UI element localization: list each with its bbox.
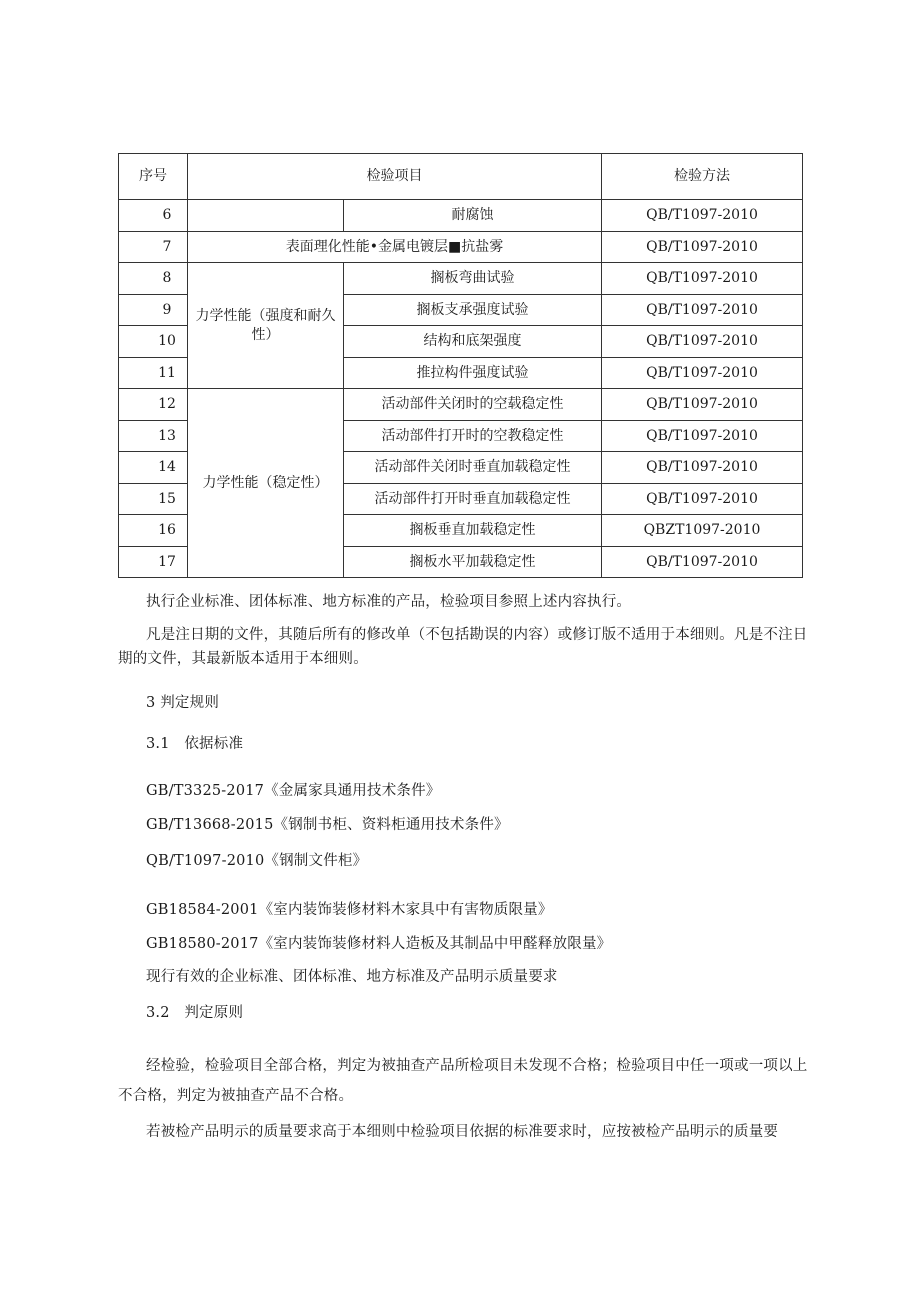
table-header-row <box>119 154 803 200</box>
row-no: 9 <box>119 294 188 326</box>
row-method: QB/T1097-2010 <box>602 231 803 263</box>
table-row <box>119 200 803 232</box>
section-heading-3-1: 3.1 依据标准 <box>146 736 244 752</box>
row-no: 8 <box>119 263 188 295</box>
row-item: 搁板垂直加载稳定性 <box>344 515 602 547</box>
header-no: 序号 <box>119 154 188 200</box>
header-method: 检验方法 <box>602 154 803 200</box>
row-method: QB/T1097-2010 <box>602 200 803 232</box>
standard-item: GB/T13668-2015《钢制书柜、资料柜通用技术条件》 <box>146 817 509 833</box>
row-method: QB/T1097-2010 <box>602 263 803 295</box>
paragraph-dated-references: 凡是注日期的文件，其随后所有的修改单（不包括勘误的内容）或修订版不适用于本细则。凡是不注日期的文件，其最新版本适用于本细则。 <box>118 627 808 667</box>
row-no: 14 <box>119 452 188 484</box>
row-no: 6 <box>119 200 188 232</box>
standard-item: GB/T3325-2017《金属家具通用技术条件》 <box>146 783 441 799</box>
row-method: QB/T1097-2010 <box>602 546 803 578</box>
row-method: QBZT1097-2010 <box>602 515 803 547</box>
row-method: QB/T1097-2010 <box>602 420 803 452</box>
empty-group-cell <box>188 200 344 232</box>
row-method: QB/T1097-2010 <box>602 357 803 389</box>
row-no: 12 <box>119 389 188 421</box>
row-item: 活动部件打开时垂直加载稳定性 <box>344 483 602 515</box>
paragraph-declared-quality: 若被检产品明示的质量要求高于本细则中检验项目依据的标准要求时，应按被检产品明示的质量要 <box>146 1124 779 1140</box>
table-row <box>119 389 803 421</box>
row-no: 11 <box>119 357 188 389</box>
row-item: 搁板支承强度试验 <box>344 294 602 326</box>
paragraph-scope: 执行企业标准、团体标准、地方标准的产品，检验项目参照上述内容执行。 <box>146 594 632 610</box>
row-no: 16 <box>119 515 188 547</box>
inspection-table <box>118 153 803 578</box>
row-method: QB/T1097-2010 <box>602 389 803 421</box>
row-no: 13 <box>119 420 188 452</box>
row-item: 搁板弯曲试验 <box>344 263 602 295</box>
table-row <box>119 263 803 295</box>
row-item: 耐腐蚀 <box>344 200 602 232</box>
group-mech-stability: 力学性能（稳定性） <box>188 389 344 578</box>
section-heading-3-2: 3.2 判定原则 <box>146 1005 244 1021</box>
row-item: 推拉构件强度试验 <box>344 357 602 389</box>
row-method: QB/T1097-2010 <box>602 294 803 326</box>
standard-item: GB18580-2017《室内装饰装修材料人造板及其制品中甲醛释放限量》 <box>146 936 612 952</box>
row-no: 15 <box>119 483 188 515</box>
standard-item: 现行有效的企业标准、团体标准、地方标准及产品明示质量要求 <box>146 969 558 985</box>
row-no: 17 <box>119 546 188 578</box>
row-method: QB/T1097-2010 <box>602 452 803 484</box>
table-row <box>119 231 803 263</box>
standard-item: GB18584-2001《室内装饰装修材料木家具中有害物质限量》 <box>146 902 553 918</box>
row-item: 活动部件打开时的空教稳定性 <box>344 420 602 452</box>
standard-item: QB/T1097-2010《钢制文件柜》 <box>146 853 368 869</box>
row-no: 10 <box>119 326 188 358</box>
paragraph-judgement: 经检验，检验项目全部合格，判定为被抽查产品所检项目未发现不合格；检验项目中任一项或一项以上不合格，判定为被抽查产品不合格。 <box>118 1058 808 1104</box>
row-item: 活动部件关闭时的空载稳定性 <box>344 389 602 421</box>
row-item: 表面理化性能•金属电镀层■抗盐雾 <box>188 231 602 263</box>
row-item: 搁板水平加载稳定性 <box>344 546 602 578</box>
row-method: QB/T1097-2010 <box>602 326 803 358</box>
row-item: 结构和底架强度 <box>344 326 602 358</box>
section-heading-3: 3 判定规则 <box>146 695 220 711</box>
row-no: 7 <box>119 231 188 263</box>
row-item: 活动部件关闭时垂直加载稳定性 <box>344 452 602 484</box>
header-item: 检验项目 <box>188 154 602 200</box>
row-method: QB/T1097-2010 <box>602 483 803 515</box>
group-mech-strength: 力学性能（强度和耐久性） <box>188 263 344 389</box>
